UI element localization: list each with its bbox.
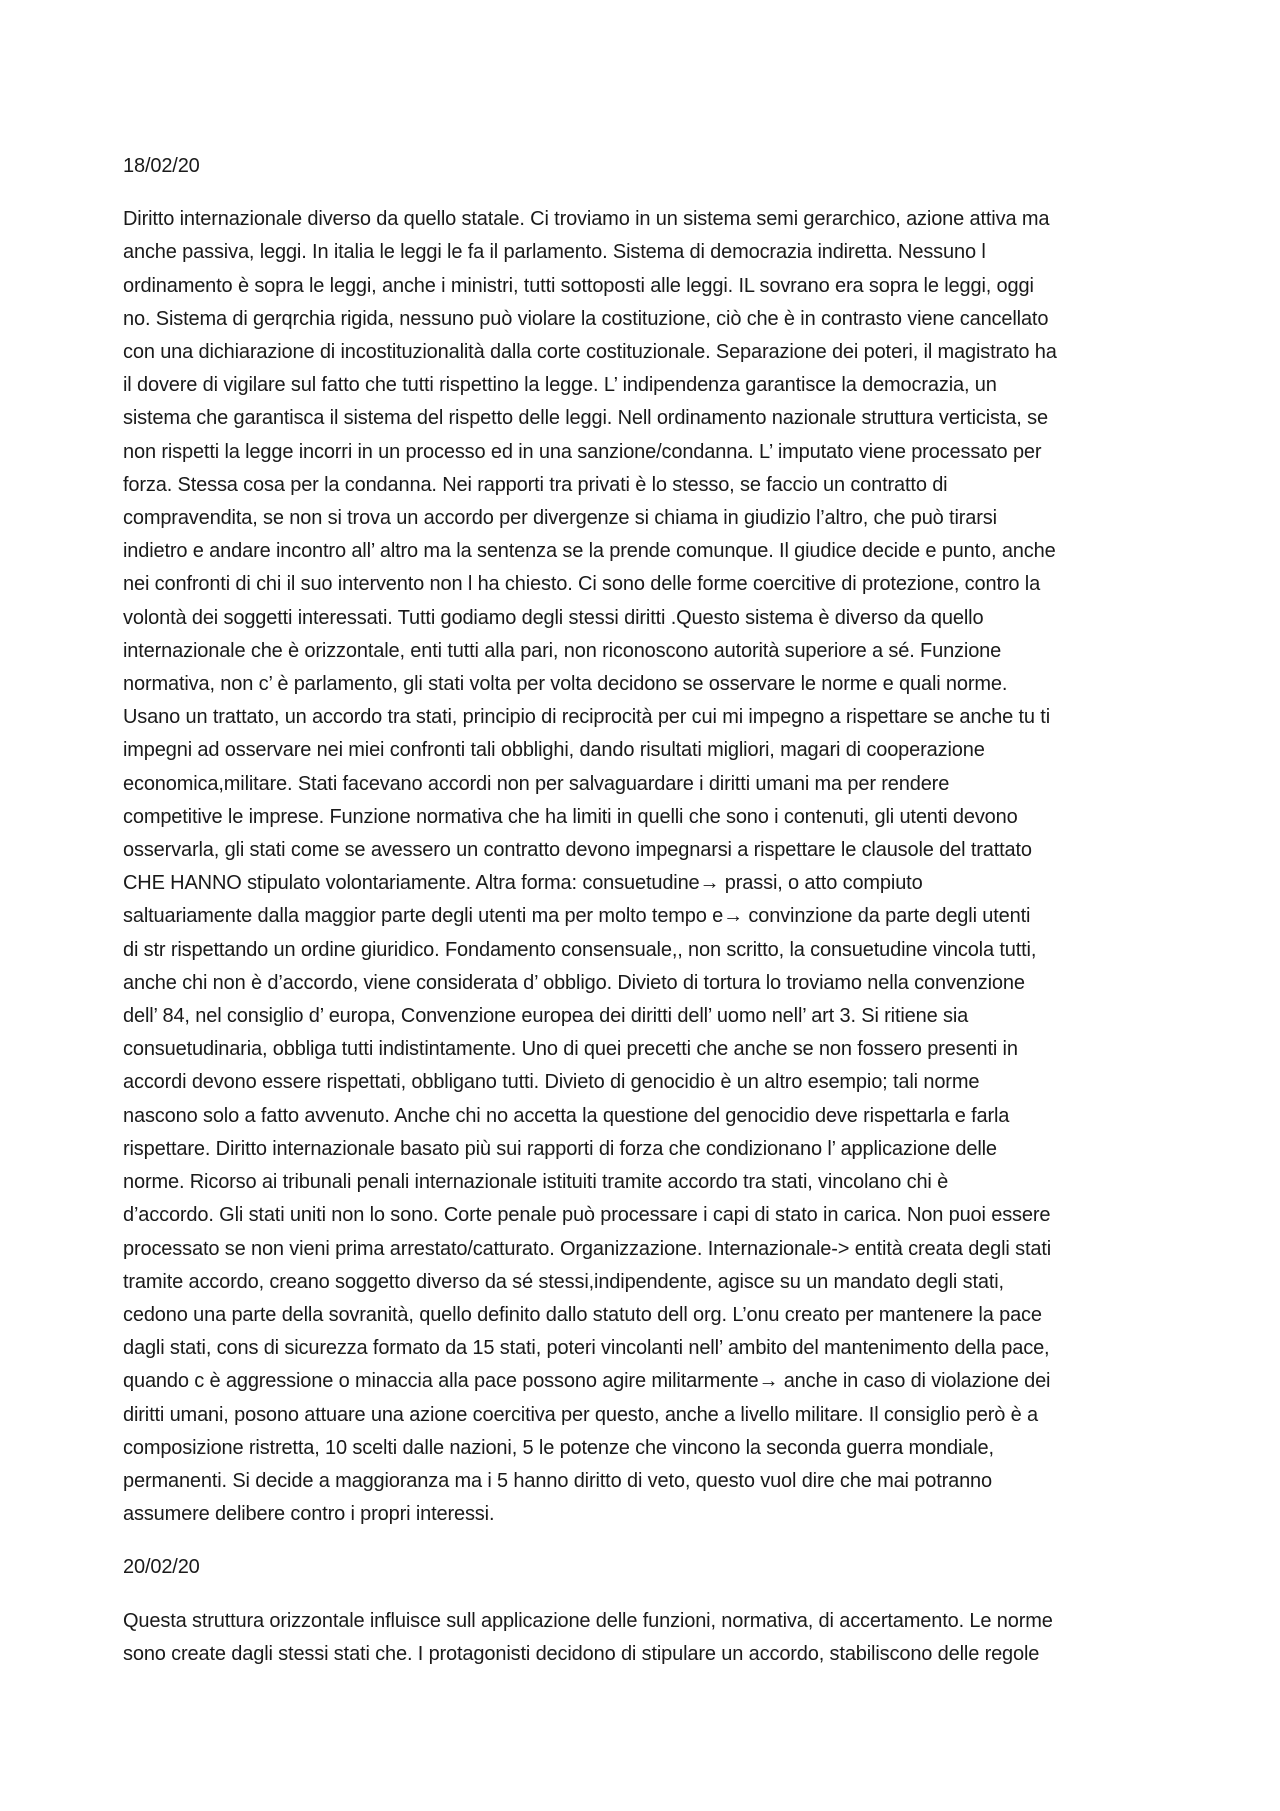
text-line: osservarla, gli stati come se avessero un contratto devono impegnarsi a rispettare le clausole del trattato [123,839,1032,862]
section-date: 20/02/20 [123,1556,200,1579]
section-paragraph [123,203,1173,1531]
text-line: consuetudinaria, obbliga tutti indistintamente. Uno di quei precetti che anche se non fossero presenti in [123,1038,1018,1061]
text-line: Usano un trattato, un accordo tra stati, principio di reciprocità per cui mi impegno a rispettare se anche tu ti [123,706,1051,729]
text-line: nascono solo a fatto avvenuto. Anche chi no accetta la questione del genocidio deve rispettarla e farla [123,1104,1010,1127]
text-line: no. Sistema di gerqrchia rigida, nessuno può violare la costituzione, ciò che è in contrasto viene cancellato [123,307,1049,330]
text-line: diritti umani, posono attuare una azione coercitiva per questo, anche a livello militare. Il consiglio però è a [123,1403,1038,1426]
text-line: anche passiva, leggi. In italia le leggi le fa il parlamento. Sistema di democrazia indiretta. Nessuno l [123,241,986,264]
text-line: Questa struttura orizzontale influisce sull applicazione delle funzioni, normativa, di accertamento. Le norme [123,1609,1053,1632]
text-line: sono create dagli stessi stati che. I protagonisti decidono di stipulare un accordo, stabiliscono delle regole [123,1642,1040,1665]
text-line: CHE HANNO stipulato volontariamente. Altra forma: consuetudine→ prassi, o atto compiuto [123,872,923,895]
text-line: processato se non vieni prima arrestato/catturato. Organizzazione. Internazionale-> entità creata degli stati [123,1237,1052,1260]
text-line: nei confronti di chi il suo intervento non l ha chiesto. Ci sono delle forme coercitive di protezione, contro la [123,573,1041,596]
text-line: economica,militare. Stati facevano accordi non per salvaguardare i diritti umani ma per rendere [123,772,950,795]
text-line: Diritto internazionale diverso da quello statale. Ci troviamo in un sistema semi gerarchico, azione attiva ma [123,208,1050,231]
document-body [123,150,1173,1691]
text-line: indietro e andare incontro all’ altro ma la sentenza se la prende comunque. Il giudice decide e punto, anche [123,540,1056,563]
text-line: assumere delibere contro i propri interessi. [123,1503,495,1526]
text-line: norme. Ricorso ai tribunali penali internazionale istituiti tramite accordo tra stati, vincolano chi è [123,1171,949,1194]
text-line: con una dichiarazione di incostituzionalità dalla corte costituzionale. Separazione dei poteri, il magistrato ha [123,341,1057,364]
text-line: cedono una parte della sovranità, quello definito dallo statuto dell org. L’onu creato per mantenere la pace [123,1303,1042,1326]
text-line: composizione ristretta, 10 scelti dalle nazioni, 5 le potenze che vincono la seconda guerra mondiale, [123,1436,994,1459]
text-line: il dovere di vigilare sul fatto che tutti rispettino la legge. L’ indipendenza garantisce la democrazia, un [123,374,997,397]
text-line: di str rispettando un ordine giuridico. Fondamento consensuale,, non scritto, la consuetudine vincola tutti, [123,938,1037,961]
section-paragraph [123,1605,1173,1671]
section-date: 18/02/20 [123,155,200,177]
text-line: tramite accordo, creano soggetto diverso da sé stessi,indipendente, agisce su un mandato degli stati, [123,1270,1004,1293]
text-line: sistema che garantisca il sistema del rispetto delle leggi. Nell ordinamento nazionale struttura verticista, se [123,407,1048,430]
text-line: internazionale che è orizzontale, enti tutti alla pari, non riconoscono autorità superiore a sé. Funzione [123,639,1002,662]
text-line: competitive le imprese. Funzione normativa che ha limiti in quelli che sono i contenuti, gli utenti devono [123,805,1018,828]
text-line: impegni ad osservare nei miei confronti tali obblighi, dando risultati migliori, magari di cooperazione [123,739,985,762]
text-line: accordi devono essere rispettati, obbligano tutti. Divieto di genocidio è un altro esempio; tali norme [123,1071,980,1094]
text-line: quando c è aggressione o minaccia alla pace possono agire militarmente→ anche in caso di violazione dei [123,1370,1051,1393]
text-line: non rispetti la legge incorri in un processo ed in una sanzione/condanna. L’ imputato viene processato per [123,440,1042,463]
text-line: d’accordo. Gli stati uniti non lo sono. Corte penale può processare i capi di stato in carica. Non puoi essere [123,1204,1051,1227]
text-line: dagli stati, cons di sicurezza formato da 15 stati, poteri vincolanti nell’ ambito del mantenimento della pace, [123,1337,1050,1360]
text-line: dell’ 84, nel consiglio d’ europa, Convenzione europea dei diritti dell’ uomo nell’ art 3. Si ritiene sia [123,1005,969,1028]
text-line: forza. Stessa cosa per la condanna. Nei rapporti tra privati è lo stesso, se faccio un contratto di [123,473,948,496]
text-line: compravendita, se non si trova un accordo per divergenze si chiama in giudizio l’altro, che può tirarsi [123,507,997,530]
text-line: permanenti. Si decide a maggioranza ma i 5 hanno diritto di veto, questo vuol dire che mai potranno [123,1469,993,1492]
text-line: anche chi non è d’accordo, viene considerata d’ obbligo. Divieto di tortura lo troviamo nella convenzione [123,971,1025,994]
text-line: rispettare. Diritto internazionale basato più sui rapporti di forza che condizionano l’ applicazione delle [123,1137,997,1160]
text-line: volontà dei soggetti interessati. Tutti godiamo degli stessi diritti .Questo sistema è diverso da quello [123,606,984,629]
text-line: saltuariamente dalla maggior parte degli utenti ma per molto tempo e→ convinzione da parte degli utenti [123,905,1031,928]
text-line: normativa, non c’ è parlamento, gli stati volta per volta decidono se osservare le norme e quali norme. [123,673,1008,696]
text-line: ordinamento è sopra le leggi, anche i ministri, tutti sottoposti alle leggi. IL sovrano era sopra le leggi, oggi [123,274,1034,297]
